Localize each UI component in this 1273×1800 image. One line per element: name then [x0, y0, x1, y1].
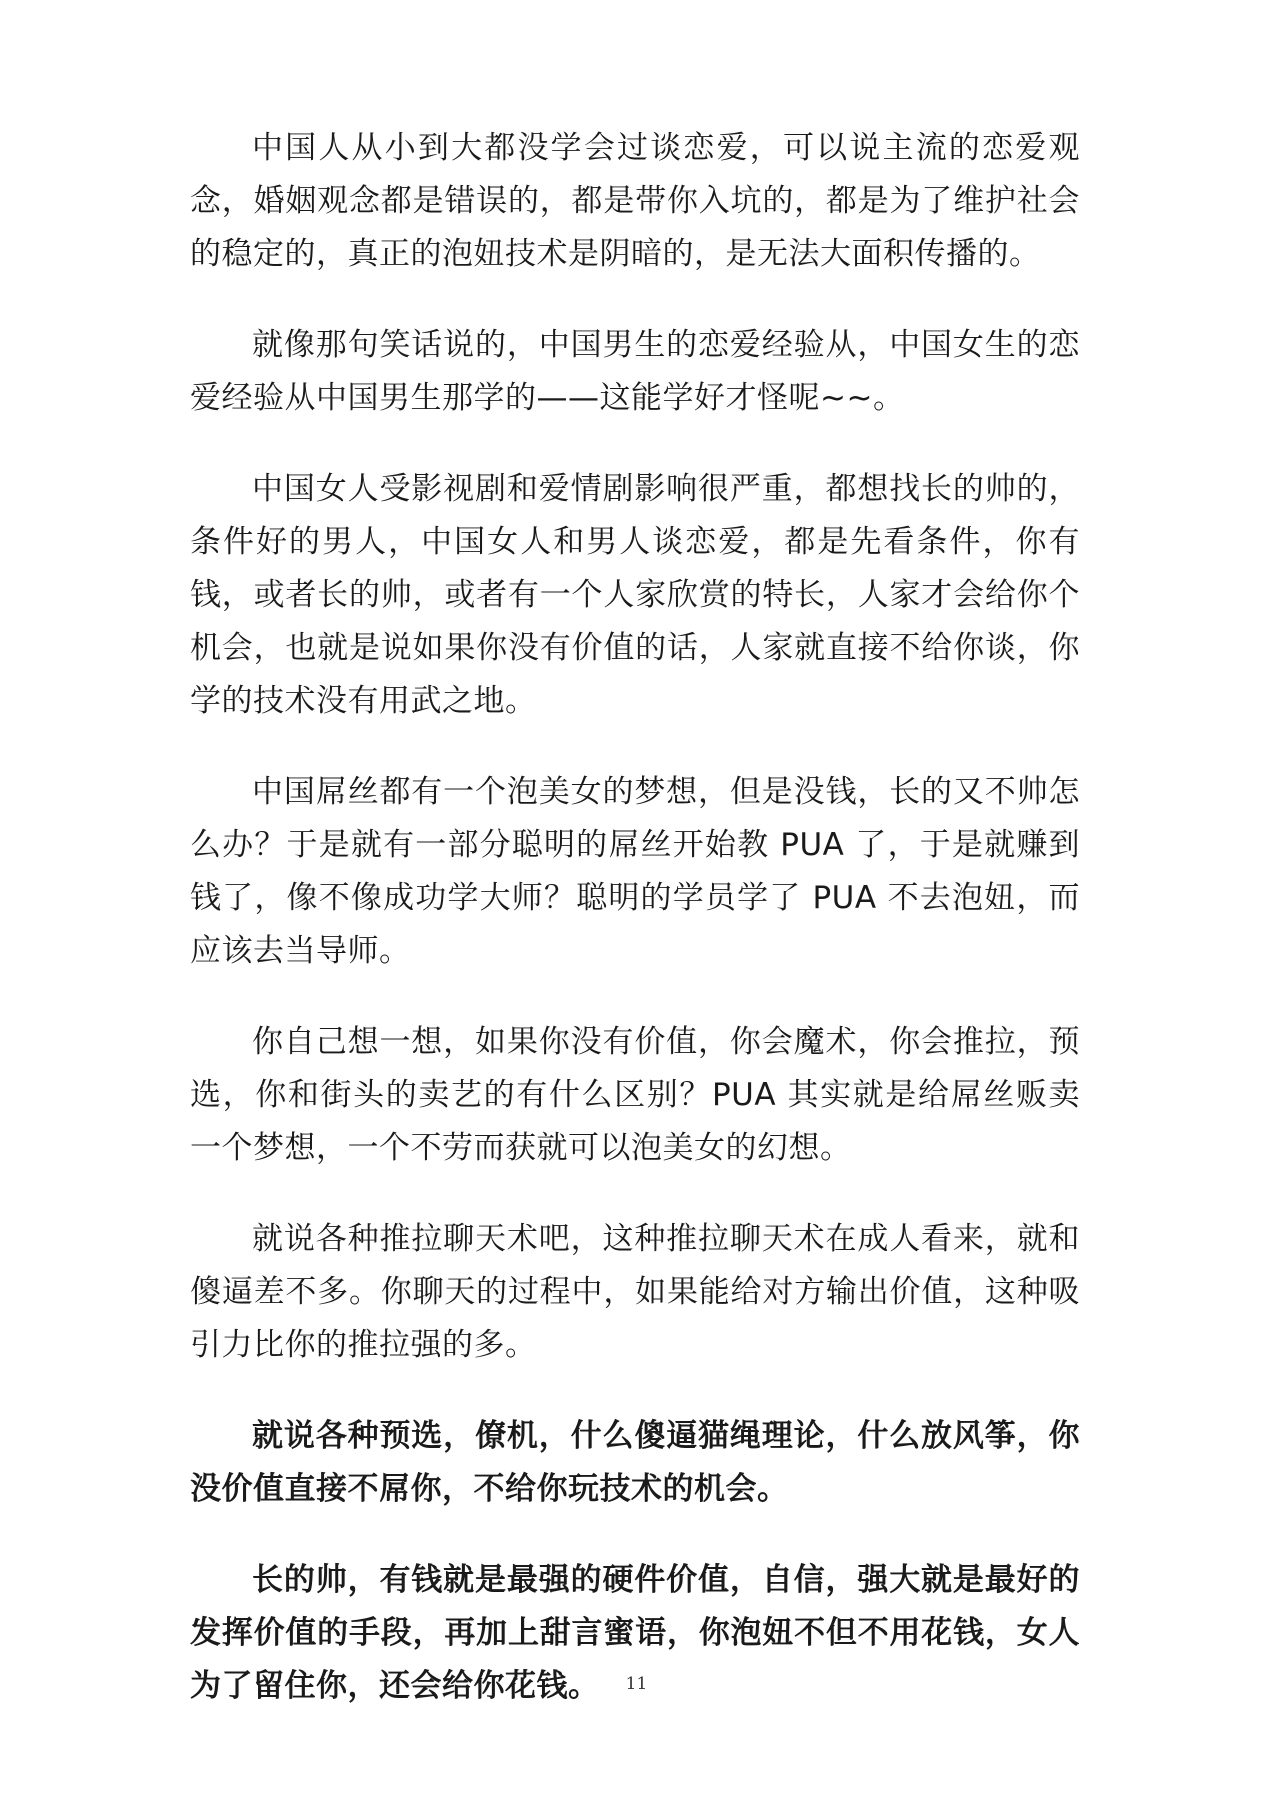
paragraph-3: 中国女人受影视剧和爱情剧影响很严重，都想找长的帅的，条件好的男人，中国女人和男人谈恋爱，都是先看条件，你有钱，或者长的帅，或者有一个人家欣赏的特长，人家才会给你个机会，也就是说如果你没有价值的话，人家就直接不给你谈，你学的技术没有用武之地。	[190, 471, 1080, 719]
paragraph-7-bold: 就说各种预选，僚机，什么傻逼猫绳理论，什么放风筝，你没价值直接不屌你，不给你玩技术的机会。	[190, 1418, 1080, 1507]
paragraph-8-bold: 长的帅，有钱就是最强的硬件价值，自信，强大就是最好的发挥价值的手段，再加上甜言蜜语，你泡妞不但不用花钱，女人为了留住你，还会给你花钱。	[190, 1562, 1080, 1704]
body-text	[190, 122, 1080, 1751]
paragraph-4: 中国屌丝都有一个泡美女的梦想，但是没钱，长的又不帅怎么办？于是就有一部分聪明的屌丝开始教 PUA 了，于是就赚到钱了，像不像成功学大师？聪明的学员学了 PUA 不去泡妞，而应该去当导师。	[190, 774, 1080, 969]
paragraph-5: 你自己想一想，如果你没有价值，你会魔术，你会推拉，预选，你和街头的卖艺的有什么区别？PUA 其实就是给屌丝贩卖一个梦想，一个不劳而获就可以泡美女的幻想。	[190, 1024, 1080, 1166]
paragraph-2: 就像那句笑话说的，中国男生的恋爱经验从，中国女生的恋爱经验从中国男生那学的——这能学好才怪呢~~。	[190, 327, 1080, 416]
page-number: 11	[625, 1674, 648, 1694]
paragraph-6: 就说各种推拉聊天术吧，这种推拉聊天术在成人看来，就和傻逼差不多。你聊天的过程中，如果能给对方输出价值，这种吸引力比你的推拉强的多。	[190, 1221, 1080, 1363]
paragraph-1: 中国人从小到大都没学会过谈恋爱，可以说主流的恋爱观念，婚姻观念都是错误的，都是带你入坑的，都是为了维护社会的稳定的，真正的泡妞技术是阴暗的，是无法大面积传播的。	[190, 130, 1080, 272]
